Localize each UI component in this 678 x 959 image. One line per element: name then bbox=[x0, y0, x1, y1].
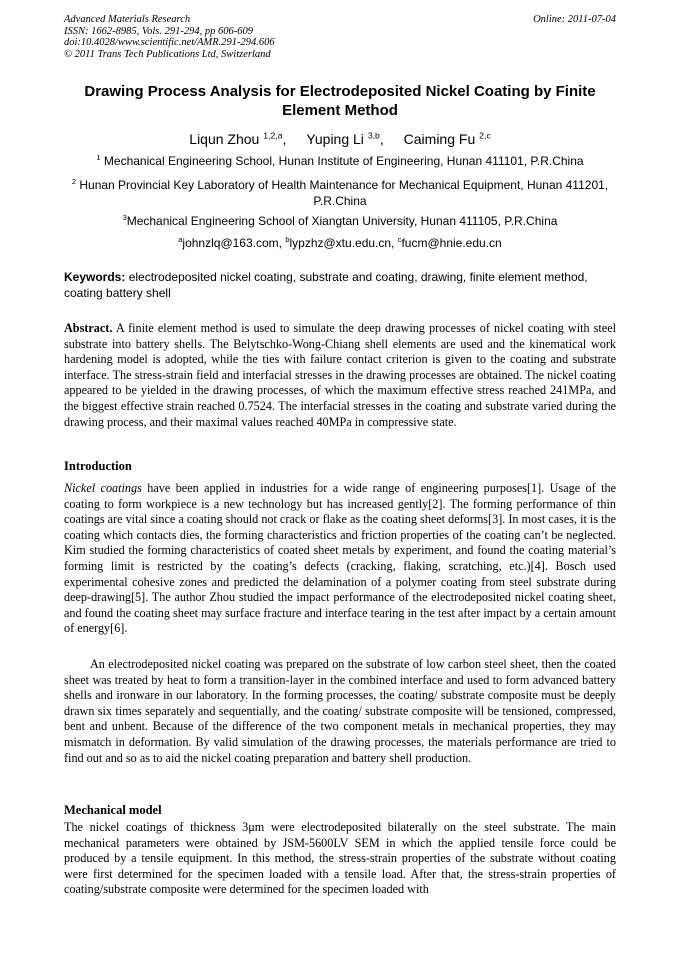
keywords bbox=[64, 270, 616, 301]
email-link[interactable]: johnzlq@163.com, bbox=[182, 236, 282, 250]
email-list: $^a$johnzlq@163.com, $^b$lypzhz@xtu.edu.cn, $^c$fucm@hnie.edu.cn bbox=[178, 235, 502, 250]
abstract-text: A finite element method is used to simulate the deep drawing processes of nickel coating with steel substrate into battery shells. The Belytschko-Wong-Chiang shell elements are used and the kinematical work hardening model is adopted, while the ties with failure contact criterion is given to the coating and substrate interface. The stress-strain field and interfacial stresses in the drawing processes are obtained. The nickel coating appeared to be yielded in the drawing processes, of which the maximum effective stress reached 241MPa, and the biggest effective strain reached 0.7524. The interfacial stresses in the coating and substrate varied during the drawing process, and their maximal values reached 40MPa in compressive state. bbox=[64, 321, 617, 429]
introduction-paragraph-1: Nickel coatings have been applied in industries for a wide range of engineering purposes[1]. Usage of the coating to form workpiece is a new technology but has increased gently[2]. The forming performance of thin coatings are vital since a coating should not crack or flake as the coating sheet deforms[3]. In most cases, it is the coating which contacts dies, the forming characteristics and friction properties of the coating can’t be neglected. Kim studied the forming characteristics of coated sheet metals by experiment, and found the coating material’s forming limit is restricted by the coating’s defects (cracking, flaking, scratching, etc.)[4]. Bosch used experimental cohesive zones and predicted the delamination of a polymer coating from steel substrate during deep-drawing[5]. The author Zhou studied the impact performance of the electrodeposited nickel coating sheet, and found the coating sheet may surface fracture and interface tearing in the test after impact by a certain amount of energy[6]. bbox=[64, 481, 616, 636]
author-list bbox=[64, 130, 616, 148]
abstract bbox=[64, 321, 616, 430]
journal-header bbox=[64, 14, 616, 60]
affiliation-3: $^3$Mechanical Engineering School of Xiangtan University, Hunan 411105, P.R.China bbox=[122, 213, 558, 228]
online-date: Online: 2011-07-04 bbox=[533, 14, 616, 25]
paper-title: Drawing Process Analysis for Electrodeposited Nickel Coating by Finite Element Method bbox=[84, 83, 596, 119]
copyright-line: © 2011 Trans Tech Publications Ltd, Switzerland bbox=[64, 48, 271, 60]
affiliation-2: $^2$ Hunan Provincial Key Laboratory of Health Maintenance for Mechanical Equipment, Hunan 411201, P.R.China bbox=[71, 177, 609, 208]
mechanical-paragraph-1: The nickel coatings of thickness 3μm were electrodeposited bilaterally on the steel substrate. The main mechanical parameters were obtained by JSM-5600LV SEM in which the applied tensile force could be produced by a tensile equipment. In this method, the stress-strain properties of the substrate without coating were first determined for the specimen loaded with a tensile load. After that, the stress-strain properties of coating/substrate composite were determined for the specimen loaded with bbox=[64, 820, 616, 897]
doi-line: doi:10.4028/www.scientific.net/AMR.291-294.606 bbox=[64, 37, 275, 49]
affiliation-1: $^1$ Mechanical Engineering School, Hunan Institute of Engineering, Hunan 411101, P.R.China bbox=[96, 153, 584, 168]
keywords-label: Keywords: bbox=[64, 270, 126, 284]
email-link[interactable]: fucm@hnie.edu.cn bbox=[401, 236, 502, 250]
issn-line: ISSN: 1662-8985, Vols. 291-294, pp 606-609 bbox=[64, 25, 253, 37]
introduction-paragraph-2: An electrodeposited nickel coating was prepared on the substrate of low carbon steel sheet, then the coated sheet was treated by heat to form a transition-layer in the combined interface and used to form advanced battery shells and ironware in our laboratory. In the forming processes, the coating/ substrate composite must be deeply drawn six times separately and sequentially, and the coating/ substrate composite will be tensioned, compressed, bent and unbent. Because of the difference of the two component metals in mechanical properties, they may mismatch in deformation. By valid simulation of the drawing processes, the materials performance are tried to find out and so as to aid the nickel coating preparation and battery shell production. bbox=[64, 657, 616, 765]
section-heading-mechanical-model: Mechanical model bbox=[64, 803, 162, 817]
section-heading-introduction: Introduction bbox=[64, 459, 132, 473]
author: Liqun Zhou $^{1,2,a}$, bbox=[189, 130, 287, 147]
keywords-text: electrodeposited nickel coating, substrate and coating, drawing, finite element method, coating battery shell bbox=[64, 270, 588, 300]
email-link[interactable]: lypzhz@xtu.edu.cn, bbox=[289, 236, 395, 250]
author: Yuping Li $^{3,b}$, bbox=[306, 130, 384, 147]
abstract-label: Abstract. bbox=[64, 321, 113, 335]
author: Caiming Fu $^{2,c}$ bbox=[403, 130, 491, 147]
journal-name: Advanced Materials Research bbox=[64, 14, 191, 25]
